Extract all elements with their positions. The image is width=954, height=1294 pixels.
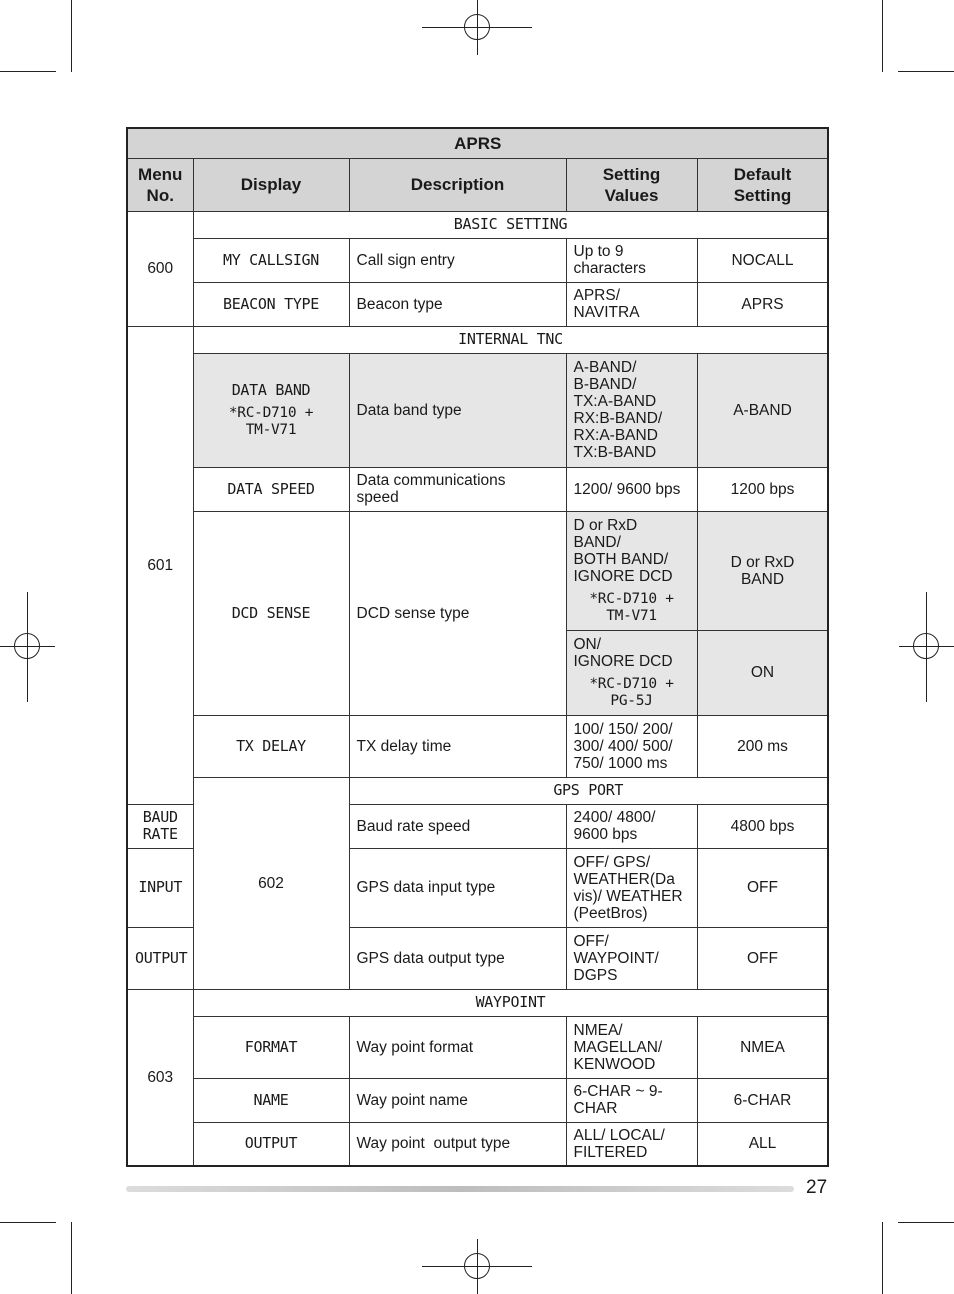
menu-number: 602	[193, 777, 349, 989]
default-cell: ON	[697, 630, 828, 715]
description-cell: Data communications speed	[349, 467, 566, 511]
aprs-settings-table	[126, 127, 829, 1167]
values-cell: 1200/ 9600 bps	[566, 467, 697, 511]
values-cell: APRS/ NAVITRA	[566, 282, 697, 326]
section-heading: BASIC SETTING	[193, 211, 828, 238]
description-cell: Way point output type	[349, 1122, 566, 1166]
table-row	[127, 238, 828, 282]
display-cell: NAME	[193, 1078, 349, 1122]
table-title: APRS	[127, 128, 828, 158]
table-row	[127, 282, 828, 326]
values-cell: 100/ 150/ 200/ 300/ 400/ 500/ 750/ 1000 ms	[566, 715, 697, 777]
header-default-setting: Default Setting	[697, 158, 828, 211]
description-cell: Data band type	[349, 353, 566, 467]
section-heading: INTERNAL TNC	[193, 326, 828, 353]
display-cell: OUTPUT	[127, 927, 193, 989]
default-cell: APRS	[697, 282, 828, 326]
display-cell: DATA BAND *RC-D710 + TM-V71	[193, 353, 349, 467]
display-cell: DCD SENSE	[193, 511, 349, 715]
default-cell: NMEA	[697, 1016, 828, 1078]
menu-number: 601	[127, 326, 193, 804]
display-cell: BEACON TYPE	[193, 282, 349, 326]
description-cell: DCD sense type	[349, 511, 566, 715]
values-cell: 2400/ 4800/ 9600 bps	[566, 804, 697, 848]
default-cell: 1200 bps	[697, 467, 828, 511]
description-cell: Way point format	[349, 1016, 566, 1078]
default-cell: OFF	[697, 848, 828, 927]
values-cell: ON/ IGNORE DCD *RC-D710 + PG-5J	[566, 630, 697, 715]
display-cell: INPUT	[127, 848, 193, 927]
values-cell: OFF/ GPS/ WEATHER(Da vis)/ WEATHER (PeetBros)	[566, 848, 697, 927]
values-cell: OFF/ WAYPOINT/ DGPS	[566, 927, 697, 989]
table-row	[127, 1122, 828, 1166]
default-cell: D or RxD BAND	[697, 511, 828, 630]
section-heading: WAYPOINT	[193, 989, 828, 1016]
default-cell: 4800 bps	[697, 804, 828, 848]
display-cell: MY CALLSIGN	[193, 238, 349, 282]
description-cell: GPS data input type	[349, 848, 566, 927]
values-cell: D or RxD BAND/ BOTH BAND/ IGNORE DCD *RC-D710 + TM-V71	[566, 511, 697, 630]
header-menu-no: Menu No.	[127, 158, 193, 211]
table-row	[127, 467, 828, 511]
menu-number: 600	[127, 211, 193, 326]
display-cell: FORMAT	[193, 1016, 349, 1078]
table-row	[127, 353, 828, 467]
menu-number: 603	[127, 989, 193, 1166]
description-cell: Way point name	[349, 1078, 566, 1122]
display-cell: TX DELAY	[193, 715, 349, 777]
default-cell: 200 ms	[697, 715, 828, 777]
footer-rule	[126, 1186, 794, 1192]
values-cell: 6-CHAR ~ 9- CHAR	[566, 1078, 697, 1122]
default-cell: ALL	[697, 1122, 828, 1166]
display-cell: BAUD RATE	[127, 804, 193, 848]
values-cell: A-BAND/ B-BAND/ TX:A-BAND RX:B-BAND/ RX:A-BAND TX:B-BAND	[566, 353, 697, 467]
description-cell: Call sign entry	[349, 238, 566, 282]
values-cell: NMEA/ MAGELLAN/ KENWOOD	[566, 1016, 697, 1078]
default-cell: A-BAND	[697, 353, 828, 467]
default-cell: OFF	[697, 927, 828, 989]
section-heading: GPS PORT	[349, 777, 828, 804]
description-cell: Beacon type	[349, 282, 566, 326]
default-cell: NOCALL	[697, 238, 828, 282]
display-cell: OUTPUT	[193, 1122, 349, 1166]
description-cell: GPS data output type	[349, 927, 566, 989]
header-description: Description	[349, 158, 566, 211]
table-row	[127, 1016, 828, 1078]
header-display: Display	[193, 158, 349, 211]
display-cell: DATA SPEED	[193, 467, 349, 511]
description-cell: TX delay time	[349, 715, 566, 777]
default-cell: 6-CHAR	[697, 1078, 828, 1122]
description-cell: Baud rate speed	[349, 804, 566, 848]
table-row	[127, 511, 828, 630]
header-setting-values: Setting Values	[566, 158, 697, 211]
page-number: 27	[806, 1177, 828, 1198]
values-cell: ALL/ LOCAL/ FILTERED	[566, 1122, 697, 1166]
table-row	[127, 1078, 828, 1122]
values-cell: Up to 9 characters	[566, 238, 697, 282]
table-row	[127, 715, 828, 777]
